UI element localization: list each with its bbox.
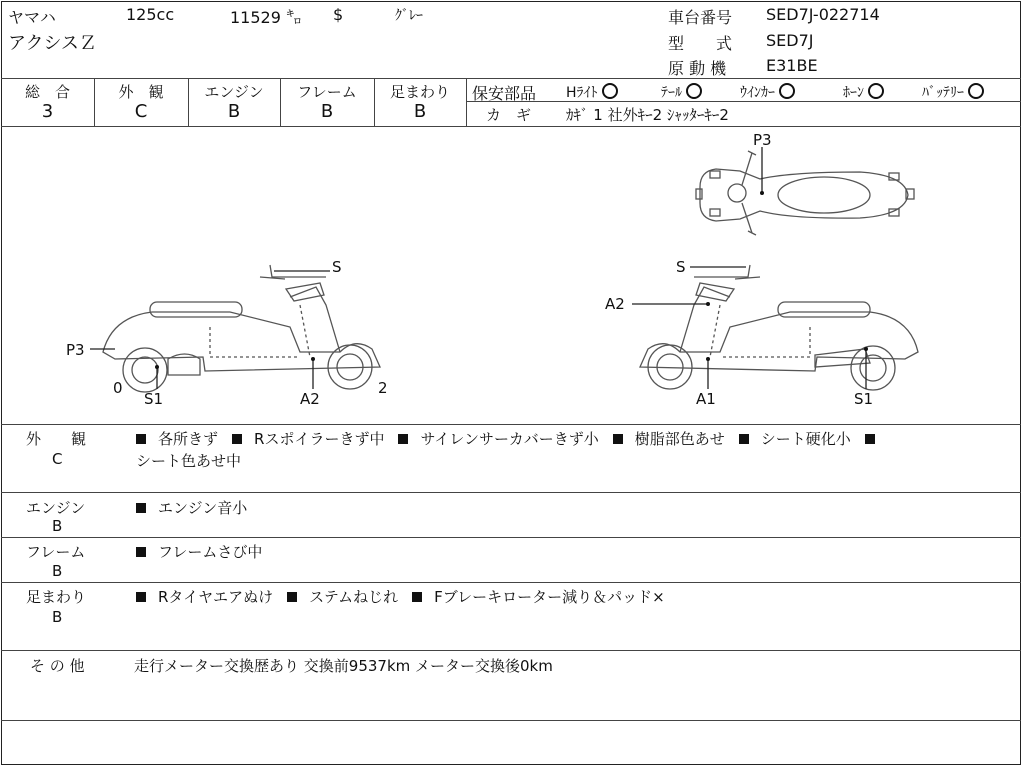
type-label: 型 式 bbox=[668, 34, 733, 53]
displacement: 125cc bbox=[126, 5, 175, 24]
bullet-icon bbox=[232, 434, 242, 444]
divider bbox=[1, 537, 1021, 538]
label-left-s1: S1 bbox=[144, 390, 164, 408]
damage-diagram bbox=[0, 127, 1022, 424]
bullet-icon bbox=[136, 592, 146, 602]
section-suspension-label: 足まわり bbox=[26, 588, 87, 606]
ok-circle-icon bbox=[968, 83, 984, 99]
safety-battery bbox=[922, 82, 984, 102]
type-value: SED7J bbox=[766, 31, 814, 50]
divider bbox=[1, 582, 1021, 583]
grade-frame-value: B bbox=[320, 101, 334, 122]
safety-horn bbox=[843, 82, 884, 102]
scooter-top-view bbox=[696, 151, 914, 235]
maker: ヤマハ bbox=[8, 8, 56, 27]
section-exterior-wrap: シート色あせ中 bbox=[136, 452, 242, 470]
safety-horn-label: ﾎｰﾝ bbox=[843, 85, 864, 101]
ok-circle-icon bbox=[686, 83, 702, 99]
divider bbox=[1, 424, 1021, 425]
scooter-right-side-view bbox=[640, 265, 918, 390]
grade-suspension-label: 足まわり bbox=[389, 83, 450, 101]
scooter-left-side-view bbox=[103, 265, 380, 392]
bullet-icon bbox=[136, 434, 146, 444]
bullet-icon bbox=[613, 434, 623, 444]
key-label: カ ギ bbox=[486, 106, 532, 124]
section-other-label: そ の 他 bbox=[30, 657, 85, 675]
safety-winker bbox=[740, 82, 795, 102]
note-item: ステムねじれ bbox=[309, 588, 399, 606]
price-mark: $ bbox=[333, 5, 344, 24]
section-frame-notes bbox=[136, 541, 262, 562]
bullet-icon bbox=[739, 434, 749, 444]
divider bbox=[1, 720, 1021, 721]
safety-battery-label: ﾊﾞｯﾃﾘｰ bbox=[922, 85, 964, 101]
note-item: Rタイヤエアぬけ bbox=[158, 588, 274, 606]
engine-label: 原 動 機 bbox=[668, 59, 727, 78]
label-top-p3: P3 bbox=[753, 131, 772, 149]
bullet-icon bbox=[865, 434, 875, 444]
safety-winker-label: ｳｲﾝｶｰ bbox=[740, 85, 775, 101]
grade-engine-label: エンジン bbox=[204, 83, 264, 101]
note-item: サイレンサーカバーきず小 bbox=[420, 430, 599, 448]
mileage: 11529 ㌔ bbox=[230, 8, 302, 27]
section-exterior-notes bbox=[136, 428, 887, 449]
note-item: 樹脂部色あせ bbox=[634, 430, 725, 448]
safety-tail bbox=[661, 82, 702, 102]
grade-suspension-value: B bbox=[413, 101, 427, 122]
label-right-a2: A2 bbox=[605, 295, 625, 313]
label-left-p3: P3 bbox=[66, 341, 85, 359]
safety-parts-title: 保安部品 bbox=[472, 84, 537, 103]
note-item: Fブレーキローター減り＆パッド× bbox=[434, 588, 665, 606]
label-right-a1: A1 bbox=[696, 390, 716, 408]
label-left-2: 2 bbox=[378, 379, 388, 397]
bullet-icon bbox=[398, 434, 408, 444]
section-engine-label: エンジン bbox=[26, 499, 86, 517]
frame-number-label: 車台番号 bbox=[668, 8, 733, 27]
section-frame-label: フレーム bbox=[26, 543, 86, 561]
section-other-text: 走行メーター交換歴あり 交換前9537km メーター交換後0km bbox=[134, 657, 553, 675]
divider bbox=[1, 492, 1021, 493]
section-engine-notes bbox=[136, 497, 247, 518]
divider bbox=[1, 78, 1021, 79]
bullet-icon bbox=[287, 592, 297, 602]
safety-tail-label: ﾃｰﾙ bbox=[661, 85, 682, 101]
bullet-icon bbox=[412, 592, 422, 602]
safety-headlight-label: Hﾗｲﾄ bbox=[566, 85, 598, 101]
grade-exterior-value: C bbox=[134, 101, 148, 122]
note-item: 各所きず bbox=[158, 430, 219, 448]
model-name: アクシスＺ bbox=[8, 33, 97, 54]
color: ｸﾞﾚｰ bbox=[395, 8, 423, 24]
grade-engine-value: B bbox=[227, 101, 241, 122]
bullet-icon bbox=[136, 503, 146, 513]
ok-circle-icon bbox=[602, 83, 618, 99]
label-left-0: 0 bbox=[113, 379, 123, 397]
grade-overall-label: 総 合 bbox=[24, 83, 70, 101]
ok-circle-icon bbox=[779, 83, 795, 99]
safety-headlight bbox=[566, 82, 618, 102]
note-item: エンジン音小 bbox=[158, 499, 248, 517]
frame-number-value: SED7J-022714 bbox=[766, 5, 880, 24]
grade-overall-value: 3 bbox=[41, 101, 54, 122]
grade-exterior-label: 外 観 bbox=[118, 83, 164, 101]
section-frame-grade: B bbox=[52, 562, 63, 580]
note-item: フレームさび中 bbox=[158, 543, 263, 561]
label-right-s1: S1 bbox=[854, 390, 874, 408]
label-right-s: S bbox=[676, 258, 686, 276]
divider bbox=[466, 78, 467, 126]
bullet-icon bbox=[136, 547, 146, 557]
engine-value: E31BE bbox=[766, 56, 818, 75]
divider bbox=[1, 650, 1021, 651]
label-left-a2: A2 bbox=[300, 390, 320, 408]
section-engine-grade: B bbox=[52, 517, 63, 535]
section-suspension-notes bbox=[136, 586, 679, 607]
note-item: シート硬化小 bbox=[760, 430, 851, 448]
note-item: Rスポイラーきず中 bbox=[254, 430, 385, 448]
section-exterior-grade: C bbox=[52, 450, 63, 468]
grade-frame-label: フレーム bbox=[297, 83, 357, 101]
label-left-s: S bbox=[332, 258, 342, 276]
section-exterior-label: 外 観 bbox=[26, 430, 87, 448]
key-value: ｶｷﾞ 1 社外ｷｰ2 ｼｬｯﾀｰｷｰ2 bbox=[566, 106, 729, 124]
ok-circle-icon bbox=[868, 83, 884, 99]
section-suspension-grade: B bbox=[52, 608, 63, 626]
